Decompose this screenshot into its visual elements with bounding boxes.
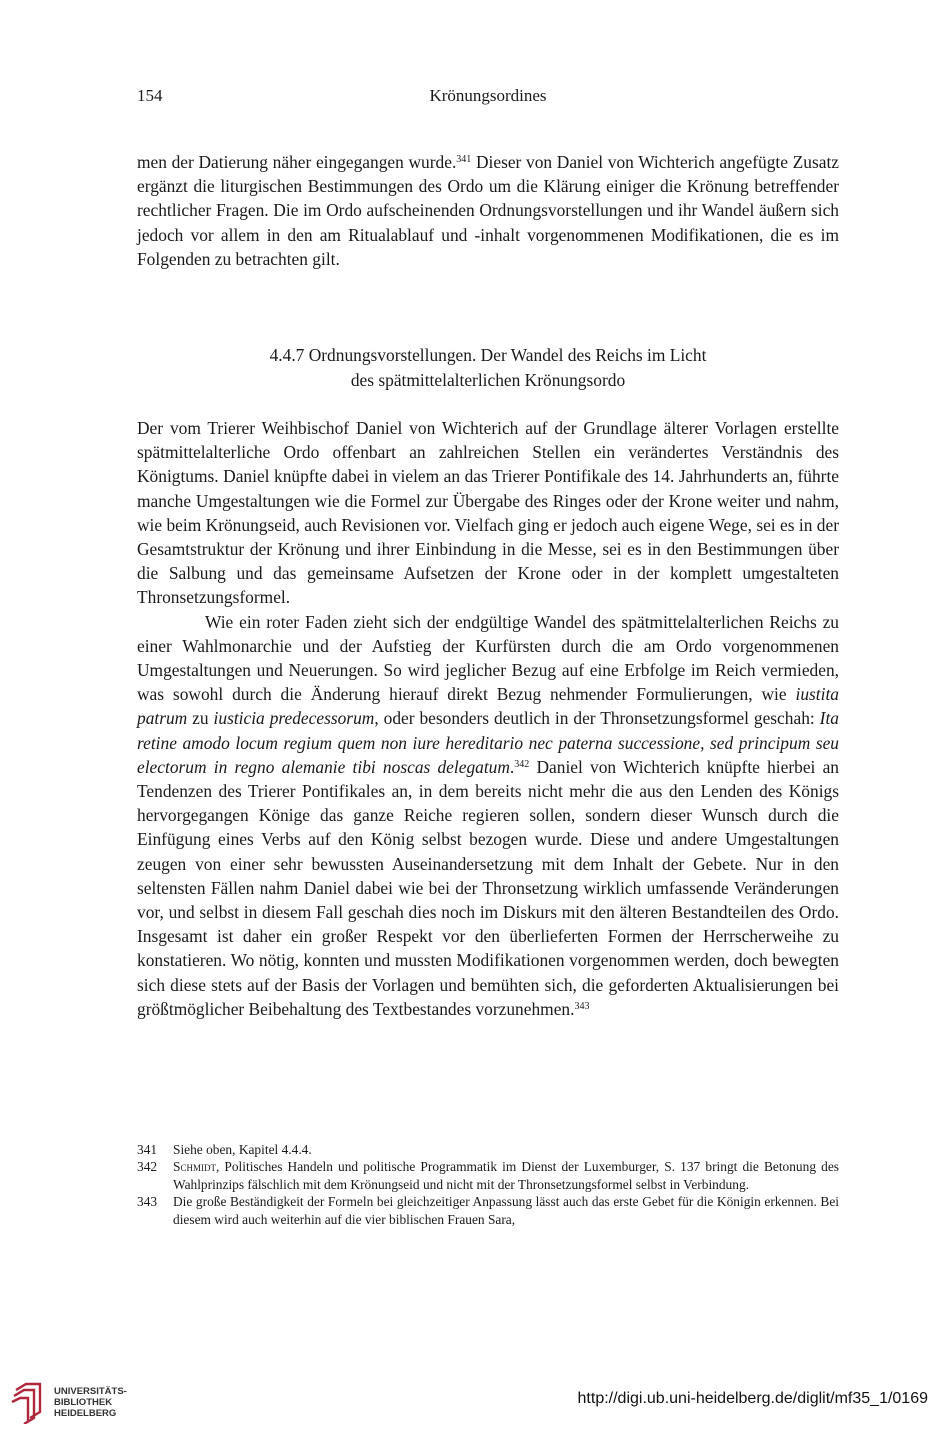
footnotes	[137, 1141, 839, 1228]
permalink-url[interactable]: http://digi.ub.uni-heidelberg.de/diglit/mf35_1/0169	[577, 1390, 928, 1407]
viewer-footer	[0, 1372, 941, 1437]
quote-iustita-patrum: iustita patrum	[137, 684, 839, 729]
footnote-ref-343[interactable]: 343	[574, 1000, 590, 1012]
paragraph-1: men der Datierung näher eingegangen wurde.$^{341}$ Dieser von Daniel von Wichterich angefügte Zusatz ergänzt die liturgischen Bestimmungen des Ordo um die Klärung einiger die Krönung betreffender rechtlicher Fragen. Die im Ordo aufscheinenden Ordnungsvorstellungen und ihr Wandel äußern sich jedoch vor allem in den am Ritualablauf und -inhalt vorgenommenen Modifikationen, die es im Folgenden zu betrachten gilt.	[137, 152, 839, 269]
footnote-343: 343 Die große Beständigkeit der Formeln bei gleichzeitiger Anpassung lässt auch das erste Gebet für die Königin erkennen. Bei diesem wird auch weiterhin auf die vier biblischen Frauen Sara,	[137, 1194, 839, 1227]
page-number: 154	[137, 86, 163, 105]
footnote-ref-342[interactable]: 342	[514, 758, 530, 770]
section-heading-line1: 4.4.7 Ordnungsvorstellungen. Der Wandel des Reichs im Licht	[269, 345, 707, 365]
library-logo-icon	[10, 1382, 50, 1424]
quote-thronsetzungsformel: Ita retine amodo locum regium quem non iure hereditario nec paterna successione, sed principum seu electorum in regno alemanie tibi noscas delegatum	[137, 708, 839, 777]
running-title: Krönungsordines	[429, 86, 547, 105]
paragraph-3: Wie ein roter Faden zieht sich der endgültige Wandel des spätmittelalterlichen Reichs zu einer Wahlmonarchie und der Aufstieg der Kurfürsten durch die am Ordo vorgenommenen Umgestaltungen und Neuerungen. So wird jeglicher Bezug auf eine Erbfolge im Reich vermieden, was sowohl durch die Änderung hierauf direkt Bezug nehmender Formulierungen, wie iustita patrum zu iusticia predecessorum, oder besonders deutlich in der Thronsetzungsformel geschah: Ita retine amodo locum regium quem non iure hereditario nec paterna successione, sed principum seu electorum in regno alemanie tibi noscas delegatum.$^{342}$ Daniel von Wichterich knüpfte hierbei an Tendenzen des Trierer Pontifikales an, in dem bereits nicht mehr die aus den Lenden des Königs hervorgegangen Könige das ganze Reiche regieren sollen, sondern dieser Wunsch durch die Einfügung eines Verbs auf den König selbst bezogen wurde. Diese und andere Umgestaltungen zeugen von einer sehr bewussten Auseinandersetzung mit dem Inhalt der Gebete. Nur in den seltensten Fällen nahm Daniel dabei wie bei der Thronsetzung wirklich umfassende Veränderungen vor, und selbst in diesem Fall geschah dies noch im Diskurs mit den älteren Bestandteilen des Ordo. Insgesamt ist daher ein großer Respekt vor den überlieferten Formen der Herrscherweihe zu konstatieren. Wo nötig, konnten und mussten Modifikationen vorgenommen werden, doch bewegten sich diese stets auf der Basis der Vorlagen und bemühten sich, die geforderten Aktualisierungen bei größtmöglicher Beibehaltung des Textbestandes vorzunehmen.$^{343}$	[137, 611, 839, 1019]
quote-iusticia-predecessorum: iusticia predecessorum	[213, 708, 375, 729]
section-heading	[137, 343, 839, 393]
paragraph-2: Der vom Trierer Weihbischof Daniel von Wichterich auf der Grundlage älterer Vorlagen erstellte spätmittelalterliche Ordo offenbart an zahlreichen Stellen ein verändertes Verständnis des Königtums. Daniel knüpfte dabei in vielem an das Trierer Pontifikale des 14. Jahrhunderts an, führte manche Umgestaltungen wie die Formel zur Übergabe des Ringes oder der Krone weiter und nahm, wie beim Krönungseid, auch Revisionen vor. Vielfach ging er jedoch auch eigene Wege, sei es in der Gesamtstruktur der Krönung und ihrer Einbindung in die Messe, sei es in den Bestimmungen über die Salbung und das gemeinsame Aufsetzen der Krone oder in der komplett umgestalteten Thronsetzungsformel.	[137, 418, 839, 608]
section-heading-line2: des spätmittelalterlichen Krönungsordo	[350, 370, 626, 390]
footnote-342: 342 Schmidt, Politisches Handeln und politische Programmatik im Dienst der Luxemburger, S. 137 bringt die Betonung des Wahlprinzips fälschlich mit dem Krönungseid und nicht mit der Thronsetzungsformel selbst in Verbindung.	[137, 1159, 839, 1192]
ub-heidelberg-logo[interactable]	[10, 1382, 130, 1424]
footnote-341: 341 Siehe oben, Kapitel 4.4.4.	[137, 1142, 312, 1157]
page-header	[137, 86, 839, 114]
footnote-ref-341[interactable]: 341	[456, 154, 472, 165]
section-body	[137, 416, 839, 1021]
library-name: UNIVERSITÄTS- BIBLIOTHEK HEIDELBERG	[54, 1386, 127, 1419]
author-name: Schmidt	[173, 1159, 216, 1175]
